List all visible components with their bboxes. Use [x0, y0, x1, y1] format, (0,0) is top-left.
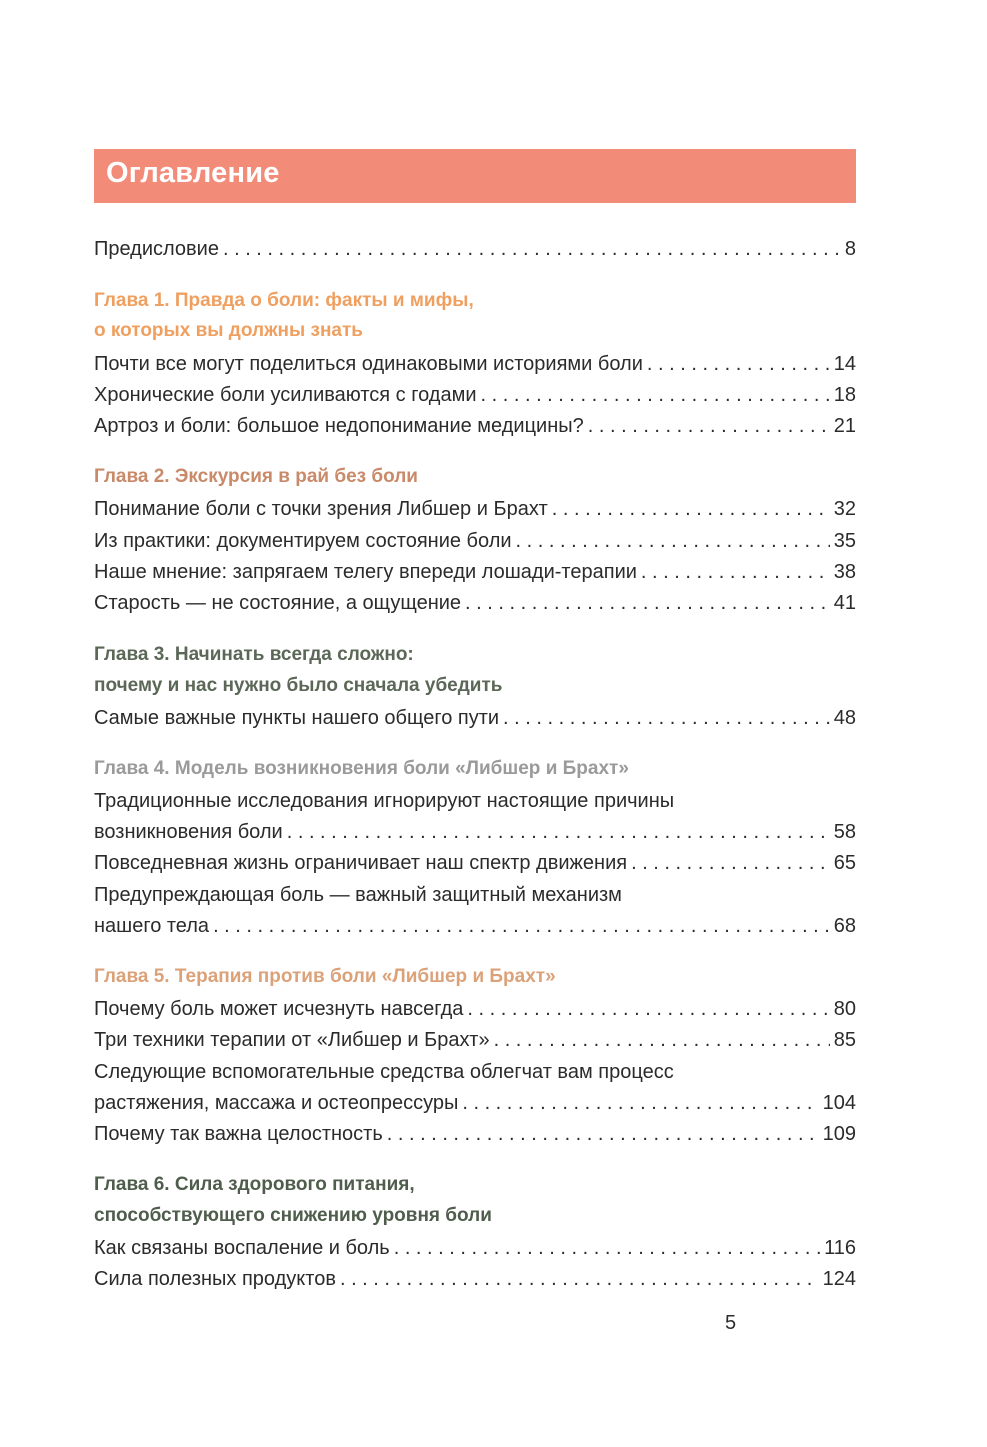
- dot-leader: [467, 994, 829, 1025]
- chapter-heading[interactable]: Глава 4. Модель возникновения боли «Либшер и Брахт»: [94, 758, 629, 779]
- entry-page: 85: [833, 1029, 856, 1051]
- dot-leader: [287, 817, 830, 848]
- toc-entry-line1[interactable]: [94, 786, 856, 817]
- entry-title: Следующие вспомогательные средства облегчат вам процесс: [94, 1061, 674, 1083]
- chapter-heading[interactable]: Глава 1. Правда о боли: факты и мифы,: [94, 290, 474, 311]
- toc-entry[interactable]: [94, 817, 856, 848]
- entry-title: Предупреждающая боль — важный защитный механизм: [94, 884, 622, 906]
- dot-leader: [462, 1088, 818, 1119]
- page-number: 5: [725, 1312, 737, 1334]
- entry-page: 35: [833, 530, 856, 552]
- entry-title: Повседневная жизнь ограничивает наш спектр движения: [94, 852, 628, 874]
- dot-leader: [641, 557, 830, 588]
- entry-page: 41: [833, 592, 856, 614]
- entry-title: Старость — не состояние, а ощущение: [94, 592, 462, 614]
- toc-entry-line1[interactable]: [94, 880, 856, 911]
- entry-page: 58: [833, 821, 856, 843]
- entry-title: Почему так важна целостность: [94, 1123, 383, 1145]
- entry-page: 48: [833, 707, 856, 729]
- entry-title: Почти все могут поделиться одинаковыми историями боли: [94, 353, 643, 375]
- toc-entry[interactable]: [94, 848, 856, 879]
- chapter-heading[interactable]: Глава 3. Начинать всегда сложно:: [94, 644, 414, 665]
- chapter-heading[interactable]: Глава 5. Терапия против боли «Либшер и Брахт»: [94, 966, 556, 987]
- toc-entry[interactable]: [94, 494, 856, 525]
- entry-page: 104: [822, 1092, 856, 1114]
- toc-entry[interactable]: [94, 349, 856, 380]
- dot-leader: [387, 1119, 819, 1150]
- entry-title: Понимание боли с точки зрения Либшер и Брахт: [94, 498, 548, 520]
- entry-title: нашего тела: [94, 915, 210, 937]
- dot-leader: [465, 588, 830, 619]
- entry-title: Сила полезных продуктов: [94, 1268, 336, 1290]
- entry-title: Традиционные исследования игнорируют настоящие причины: [94, 790, 675, 812]
- entry-title: Из практики: документируем состояние боли: [94, 530, 512, 552]
- entry-title: Как связаны воспаление и боль: [94, 1237, 390, 1259]
- toc-entry[interactable]: [94, 703, 856, 734]
- entry-page: 124: [822, 1268, 856, 1290]
- chapter-heading[interactable]: Глава 2. Экскурсия в рай без боли: [94, 466, 418, 487]
- chapter-heading[interactable]: Глава 6. Сила здорового питания,: [94, 1174, 415, 1195]
- toc-entry[interactable]: [94, 1088, 856, 1119]
- entry-title: Хронические боли усиливаются с годами: [94, 384, 477, 406]
- entry-title: Артроз и боли: большое недопонимание медицины?: [94, 415, 584, 437]
- entry-title: Предисловие: [94, 238, 219, 260]
- dot-leader: [631, 848, 830, 879]
- entry-title: растяжения, массажа и остеопрессуры: [94, 1092, 459, 1114]
- toc-entry[interactable]: [94, 526, 856, 557]
- toc-entry-preface[interactable]: [94, 234, 856, 265]
- entry-page: 80: [833, 998, 856, 1020]
- dot-leader: [340, 1264, 819, 1295]
- entry-title: Три техники терапии от «Либшер и Брахт»: [94, 1029, 490, 1051]
- dot-leader: [503, 703, 830, 734]
- toc-entry[interactable]: [94, 411, 856, 442]
- toc-title: Оглавление: [106, 157, 280, 189]
- entry-page: 116: [824, 1237, 856, 1259]
- entry-page: 109: [822, 1123, 856, 1145]
- dot-leader: [223, 234, 841, 265]
- entry-page: 32: [833, 498, 856, 520]
- entry-page: 21: [833, 415, 856, 437]
- dot-leader: [494, 1025, 830, 1056]
- toc-entry[interactable]: [94, 911, 856, 942]
- chapter-heading-cont[interactable]: способствующего снижению уровня боли: [94, 1205, 492, 1226]
- entry-title: Самые важные пункты нашего общего пути: [94, 707, 500, 729]
- entry-title: возникновения боли: [94, 821, 283, 843]
- toc-entry[interactable]: [94, 380, 856, 411]
- toc-entry[interactable]: [94, 1025, 856, 1056]
- entry-title: Наше мнение: запрягаем телегу впереди лошади-терапии: [94, 561, 637, 583]
- chapter-heading-cont[interactable]: почему и нас нужно было сначала убедить: [94, 675, 503, 696]
- dot-leader: [552, 494, 830, 525]
- dot-leader: [516, 526, 830, 557]
- toc-entry[interactable]: [94, 1233, 856, 1264]
- dot-leader: [481, 380, 830, 411]
- dot-leader: [213, 911, 830, 942]
- entry-page: 8: [844, 238, 856, 260]
- toc-entry[interactable]: [94, 588, 856, 619]
- dot-leader: [394, 1233, 820, 1264]
- toc-title-banner: [94, 149, 856, 203]
- dot-leader: [647, 349, 830, 380]
- toc-entry[interactable]: [94, 994, 856, 1025]
- entry-page: 18: [833, 384, 856, 406]
- entry-page: 14: [833, 353, 856, 375]
- toc-entry[interactable]: [94, 1119, 856, 1150]
- entry-page: 65: [833, 852, 856, 874]
- toc-entry[interactable]: [94, 557, 856, 588]
- toc-entry[interactable]: [94, 1264, 856, 1295]
- entry-page: 68: [833, 915, 856, 937]
- chapter-heading-cont[interactable]: о которых вы должны знать: [94, 320, 363, 341]
- dot-leader: [588, 411, 830, 442]
- toc-entry-line1[interactable]: [94, 1057, 856, 1088]
- entry-page: 38: [833, 561, 856, 583]
- entry-title: Почему боль может исчезнуть навсегда: [94, 998, 464, 1020]
